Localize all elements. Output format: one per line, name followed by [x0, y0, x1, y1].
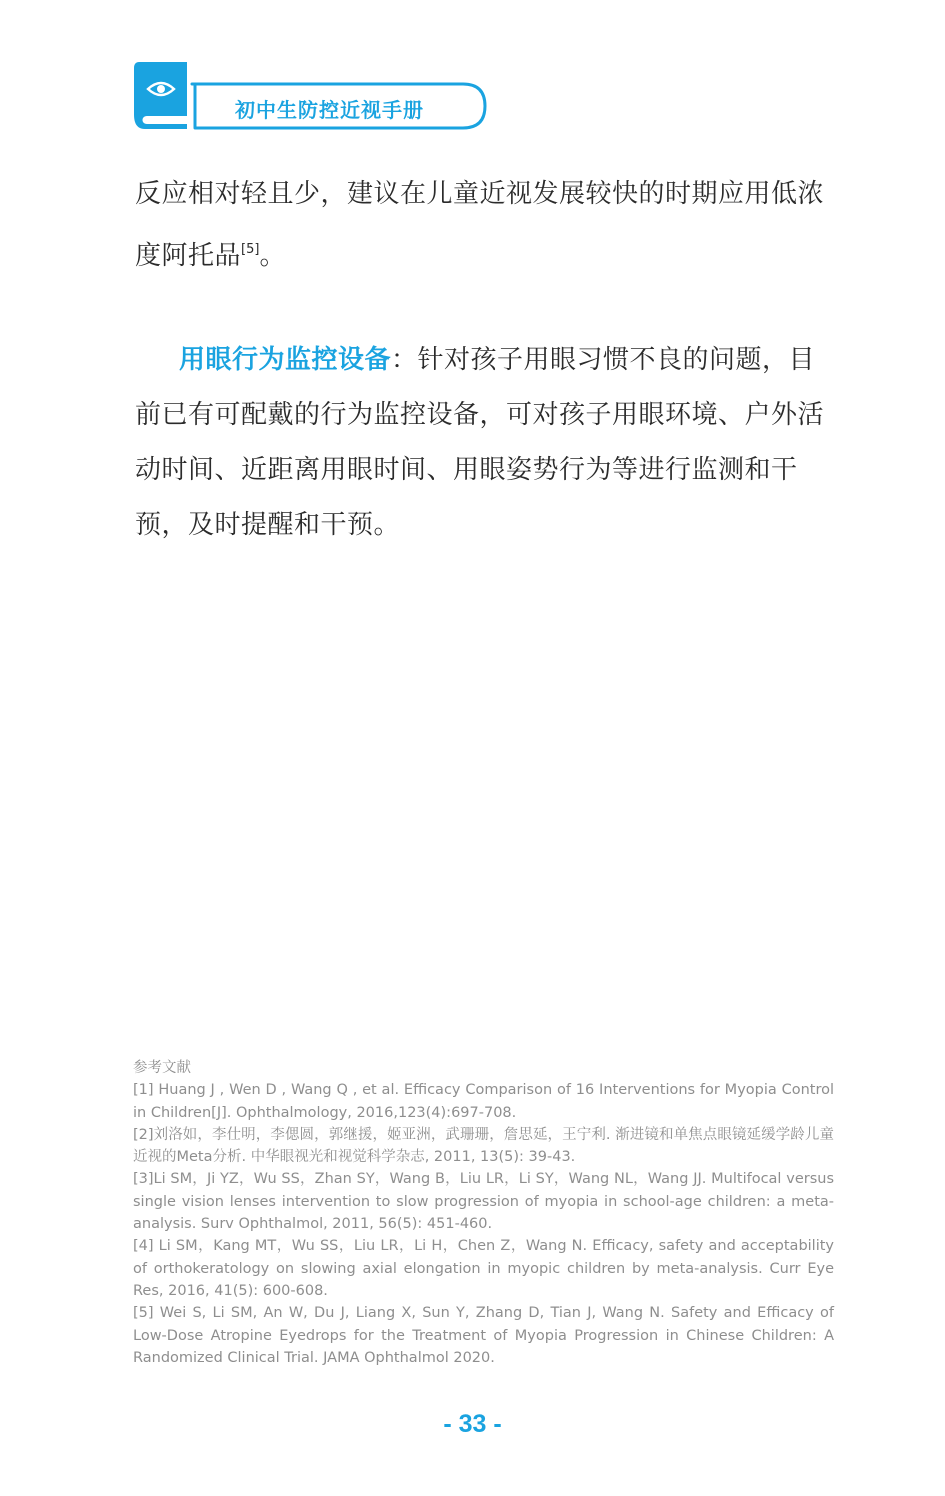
paragraph-1-end: 。 — [259, 241, 286, 271]
reference-item: [1] Huang J , Wen D , Wang Q , et al. Efficacy Comparison of 16 Interventions for Myopia Control in Children[J]. Ophthalmology, 2016,123(4):697-708. — [133, 1082, 834, 1121]
reference-item: [4] Li SM，Kang MT，Wu SS，Liu LR，Li H，Chen Z，Wang N. Efficacy, safety and acceptability of orthokeratology on slowing axial elongation in myopic children by meta-analysis. Curr Eye Res, 2016, 41(5): 600-608. — [133, 1238, 834, 1299]
citation-marker: [5] — [241, 242, 260, 257]
chapter-header — [133, 58, 493, 132]
page-number: - 33 - — [443, 1410, 502, 1438]
paragraph-2-text: ：针对孩子用眼习惯不良的问题，目前已有可配戴的行为监控设备，可对孩子用眼环境、户外活动时间、近距离用眼时间、用眼姿势行为等进行监测和干预，及时提醒和干预。 — [135, 345, 825, 540]
header-title: 初中生防控近视手册 — [235, 98, 424, 122]
paragraph-1 — [135, 167, 835, 284]
reference-item: [3]Li SM，Ji YZ，Wu SS，Zhan SY，Wang B，Liu LR，Li SY，Wang NL，Wang JJ. Multifocal versus single vision lenses intervention to slow progression of myopia in school-age children: a meta-analysis. Surv Ophthalmol, 2011, 56(5): 451-460. — [133, 1171, 834, 1233]
reference-item: [2]刘洛如，李仕明，李偲圆，郭继援，姬亚洲，武珊珊，詹思延，王宁利. 渐进镜和单焦点眼镜延缓学龄儿童近视的Meta分析. 中华眼视光和视觉科学杂志, 2011, 13(5): 39-43. — [133, 1126, 834, 1166]
paragraph-1-text: 反应相对轻且少，建议在儿童近视发展较快的时期应用低浓度阿托品 — [135, 179, 825, 271]
reference-item: [5] Wei S, Li SM, An W, Du J, Liang X, Sun Y, Zhang D, Tian J, Wang N. Safety and Efficacy of Low-Dose Atropine Eyedrops for the Treatment of Myopia Progression in Chinese Children: A Randomized Clinical Trial. JAMA Ophthalmol 2020. — [133, 1305, 834, 1366]
paragraph-2 — [135, 333, 835, 553]
highlight-term: 用眼行为监控设备 — [179, 345, 392, 375]
references-heading: 参考文献 — [133, 1060, 191, 1076]
references-section — [133, 1057, 834, 1369]
